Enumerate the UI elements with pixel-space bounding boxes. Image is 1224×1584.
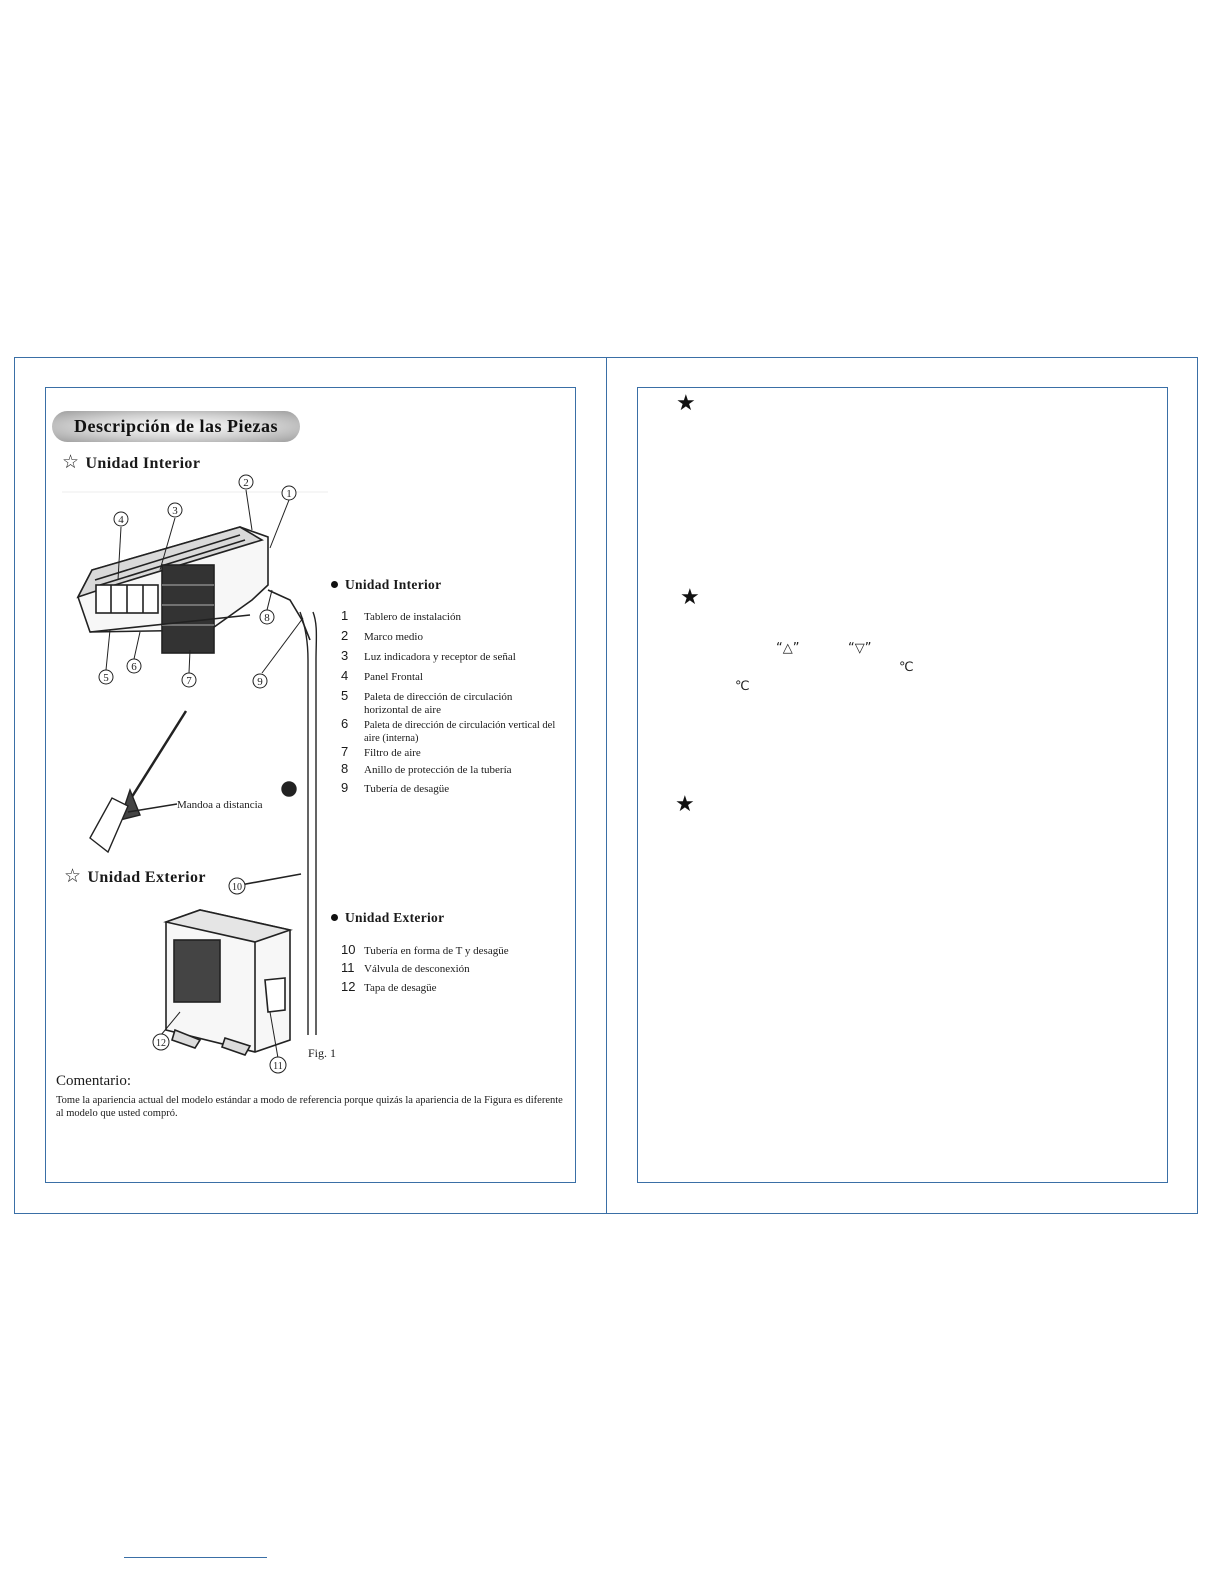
callout-5: 5: [103, 672, 109, 684]
callout-2: 2: [243, 477, 249, 489]
callout-10: 10: [232, 882, 242, 893]
callout-8: 8: [264, 612, 270, 624]
celsius-symbol: ℃: [735, 679, 750, 694]
celsius-symbol: ℃: [899, 660, 914, 675]
remote-drawing: [90, 711, 186, 852]
item-label: Panel Frontal: [364, 671, 423, 683]
item-label: Tapa de desagüe: [364, 982, 437, 994]
footer-rule: [124, 1557, 267, 1558]
outdoor-list-heading: [331, 910, 444, 926]
page-title: Descripción de las Piezas: [52, 411, 300, 442]
right-page-frame: [637, 387, 1168, 1183]
item-label: Filtro de aire: [364, 747, 421, 759]
item-number: 4: [341, 668, 349, 683]
item-label: Tubería de desagüe: [364, 783, 450, 795]
item-number: 8: [341, 761, 349, 776]
item-number: 9: [341, 780, 349, 795]
callout-9: 9: [257, 676, 263, 688]
callout-1: 1: [286, 488, 292, 500]
callout-7: 7: [186, 675, 192, 687]
indoor-unit-heading-text: Unidad Interior: [85, 455, 201, 472]
indoor-unit-drawing: [78, 527, 310, 653]
star-outline-icon: ☆: [62, 452, 80, 473]
remote-control-label: Mandoa a distancia: [177, 799, 263, 811]
callout-12: 12: [156, 1038, 166, 1049]
star-icon: ★: [676, 391, 696, 416]
callout-11: 11: [273, 1061, 283, 1072]
item-number: 1: [341, 608, 349, 623]
item-number: 12: [341, 979, 356, 994]
item-number: 6: [341, 716, 349, 731]
item-number: 7: [341, 744, 349, 759]
item-label: Paleta de dirección de circulación horizontal de aire: [364, 691, 513, 716]
figure-label: Fig. 1: [308, 1046, 337, 1060]
star-icon: ★: [680, 585, 700, 610]
outdoor-unit-drawing: [166, 874, 301, 1055]
item-label: Tablero de instalación: [364, 611, 461, 623]
item-label: Válvula de desconexión: [364, 963, 470, 975]
comment-text: Tome la apariencia actual del modelo estándar a modo de referencia porque quizás la apariencia de la Figura es diferente al modelo que usted compró.: [56, 1095, 563, 1119]
down-arrow-button-icon: “▽”: [848, 641, 872, 656]
item-number: 5: [341, 688, 349, 703]
item-label: Paleta de dirección de circulación vertical del aire (interna): [364, 720, 556, 744]
callout-4: 4: [118, 514, 124, 526]
star-icon: ★: [675, 792, 695, 817]
item-number: 10: [341, 942, 356, 957]
indoor-list-heading: [331, 577, 441, 593]
indoor-list-heading-text: Unidad Interior: [345, 577, 442, 592]
bullet-icon: [331, 581, 338, 588]
item-label: Anillo de protección de la tubería: [364, 764, 512, 776]
item-label: Marco medio: [364, 631, 423, 643]
item-label: Tubería en forma de T y desagüe: [364, 945, 509, 957]
comment-title: Comentario:: [56, 1073, 131, 1089]
callout-3: 3: [172, 505, 178, 517]
bullet-icon: [331, 914, 338, 921]
item-number: 3: [341, 648, 349, 663]
item-label: Luz indicadora y receptor de señal: [364, 651, 516, 663]
item-number: 11: [341, 960, 355, 975]
up-arrow-button-icon: “△”: [776, 641, 800, 656]
outdoor-unit-heading-text: Unidad Exterior: [87, 869, 206, 886]
item-number: 2: [341, 628, 349, 643]
outdoor-unit-heading: [64, 865, 206, 888]
outdoor-list-heading-text: Unidad Exterior: [345, 910, 445, 925]
callout-6: 6: [131, 661, 137, 673]
star-outline-icon: ☆: [64, 866, 82, 887]
